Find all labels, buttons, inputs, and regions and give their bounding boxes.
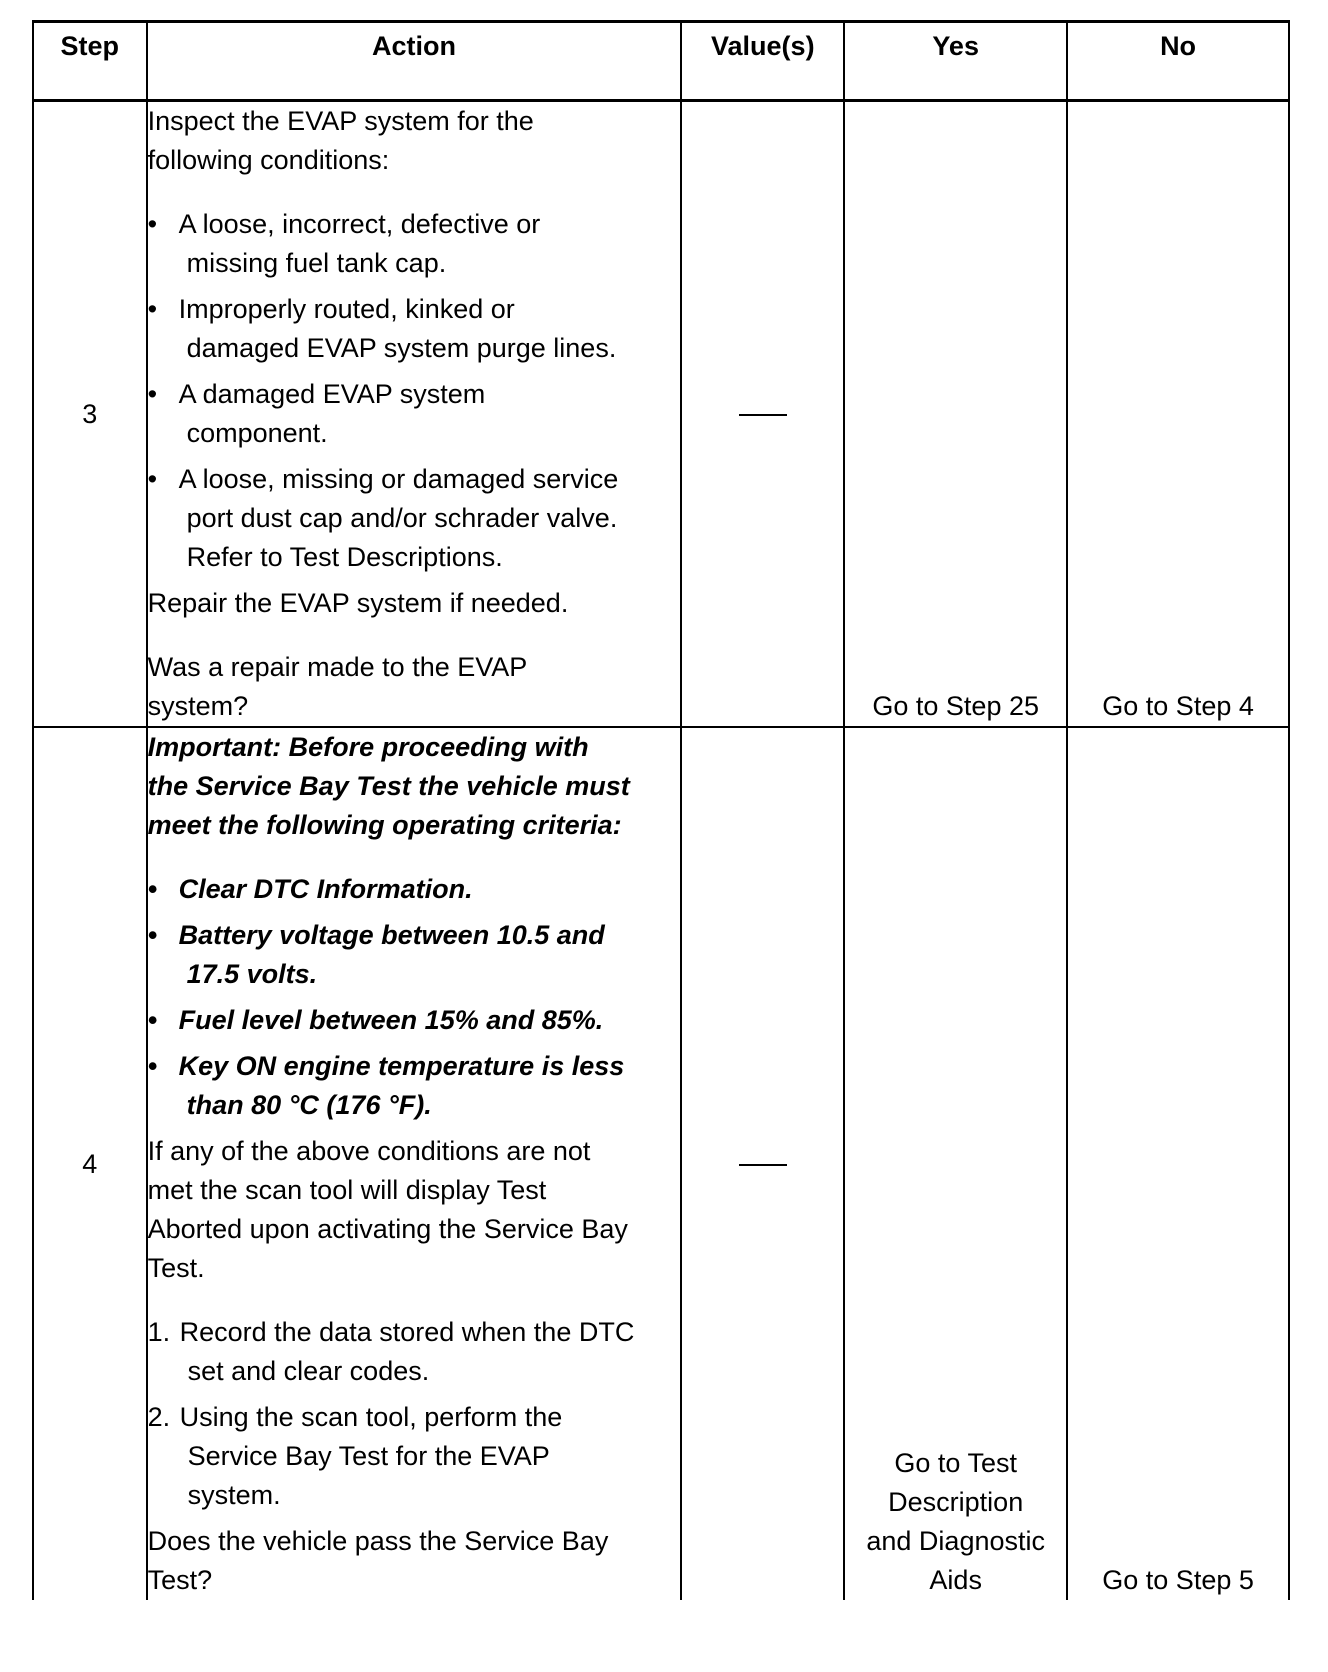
text-line: 17.5 volts. — [186, 959, 318, 989]
text-line: Clear DTC Information. — [178, 874, 473, 904]
procedure-list — [148, 1313, 681, 1515]
yes-result: Go to Step 25 — [844, 101, 1067, 728]
text-line: Improperly routed, kinked or — [178, 294, 515, 324]
list-item — [148, 1001, 681, 1040]
value-dash — [739, 414, 787, 416]
text-line: A loose, missing or damaged service — [178, 464, 619, 494]
text-line: Fuel level between 15% and 85%. — [178, 1005, 604, 1035]
text-line: missing fuel tank cap. — [186, 248, 447, 278]
criteria-list — [148, 870, 681, 1125]
spacer — [148, 845, 681, 870]
list-item — [148, 1313, 681, 1391]
table-row-step-4 — [33, 727, 1289, 1600]
list-item — [148, 375, 681, 453]
list-item — [148, 290, 681, 368]
step-index: 2. — [147, 1402, 171, 1432]
step-number: 3 — [33, 101, 147, 728]
text-line: Using the scan tool, perform the — [179, 1402, 563, 1432]
list-item — [148, 205, 681, 283]
list-item — [148, 870, 681, 909]
text-line: Key ON engine temperature is less — [178, 1051, 625, 1081]
text-line: than 80 °C (176 °F). — [186, 1090, 432, 1120]
list-item — [148, 460, 681, 577]
header-step: Step — [33, 22, 147, 101]
action-question — [148, 648, 681, 726]
value-dash — [739, 1164, 787, 1166]
text-line: Battery voltage between 10.5 and — [178, 920, 605, 950]
text-line: Record the data stored when the DTC — [179, 1317, 635, 1347]
text-line: Aids — [929, 1565, 982, 1595]
text-line: Description — [888, 1487, 1024, 1517]
important-note — [148, 728, 681, 845]
value-cell — [681, 727, 844, 1600]
action-cell — [147, 727, 682, 1600]
text-line: Inspect the EVAP system for the — [147, 106, 534, 136]
text-line: met the scan tool will display Test — [147, 1175, 547, 1205]
text-line: the Service Bay Test the vehicle must — [147, 771, 630, 801]
text-line: port dust cap and/or schrader valve. — [186, 503, 618, 533]
abort-note — [148, 1132, 681, 1288]
list-item — [148, 916, 681, 994]
list-item — [148, 1047, 681, 1125]
header-values: Value(s) — [681, 22, 844, 101]
text-line: A damaged EVAP system — [178, 379, 486, 409]
text-line: Refer to Test Descriptions. — [186, 542, 503, 572]
bullet-icon: • — [147, 209, 158, 239]
bullet-icon: • — [147, 464, 158, 494]
diagnostic-table-page — [32, 20, 1290, 1672]
text-line: Go to Test — [894, 1448, 1017, 1478]
diagnostic-table — [32, 20, 1290, 1600]
text-line: component. — [186, 418, 328, 448]
action-intro — [148, 102, 681, 180]
bullet-icon: • — [147, 920, 158, 950]
repair-instruction: Repair the EVAP system if needed. — [147, 588, 569, 618]
condition-list — [148, 205, 681, 577]
bullet-icon: • — [147, 1051, 158, 1081]
no-result: Go to Step 5 — [1067, 727, 1289, 1600]
text-line: system. — [187, 1480, 281, 1510]
header-no: No — [1067, 22, 1289, 101]
step-number: 4 — [33, 727, 147, 1600]
bullet-icon: • — [147, 874, 158, 904]
text-line: meet the following operating criteria: — [147, 810, 622, 840]
text-line: Service Bay Test for the EVAP — [187, 1441, 550, 1471]
value-cell — [681, 101, 844, 728]
yes-result — [844, 727, 1067, 1600]
text-line: Test. — [147, 1253, 205, 1283]
spacer — [148, 1288, 681, 1313]
spacer — [148, 623, 681, 648]
text-line: Important: Before proceeding with — [147, 732, 589, 762]
bullet-icon: • — [147, 1005, 158, 1035]
table-header-row — [33, 22, 1289, 101]
text-line: following conditions: — [147, 145, 390, 175]
text-line: Test? — [147, 1565, 213, 1595]
step-index: 1. — [147, 1317, 171, 1347]
action-cell — [147, 101, 682, 728]
bullet-icon: • — [147, 379, 158, 409]
spacer — [148, 180, 681, 205]
list-item — [148, 1398, 681, 1515]
text-line: system? — [147, 691, 249, 721]
action-question — [148, 1522, 681, 1600]
text-line: Aborted upon activating the Service Bay — [147, 1214, 628, 1244]
text-line: and Diagnostic — [866, 1526, 1045, 1556]
text-line: set and clear codes. — [187, 1356, 430, 1386]
text-line: Does the vehicle pass the Service Bay — [147, 1526, 609, 1556]
header-yes: Yes — [844, 22, 1067, 101]
table-row-step-3 — [33, 101, 1289, 728]
header-action: Action — [147, 22, 682, 101]
bullet-icon: • — [147, 294, 158, 324]
text-line: A loose, incorrect, defective or — [178, 209, 541, 239]
text-line: Was a repair made to the EVAP — [147, 652, 528, 682]
no-result: Go to Step 4 — [1067, 101, 1289, 728]
text-line: If any of the above conditions are not — [147, 1136, 591, 1166]
text-line: damaged EVAP system purge lines. — [186, 333, 617, 363]
